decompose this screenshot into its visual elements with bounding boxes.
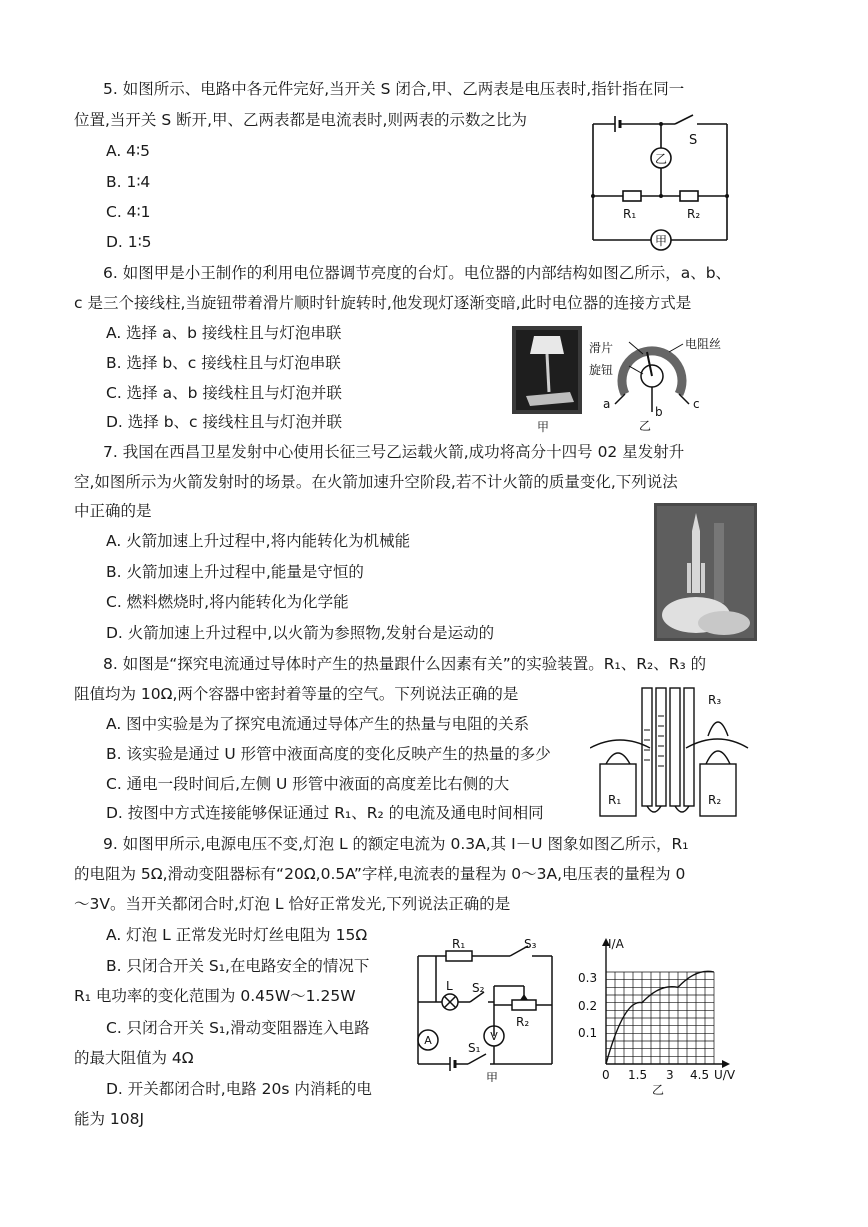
iu-ytick-0.3: 0.3	[578, 971, 598, 985]
q8-r2-label: R₂	[708, 793, 722, 807]
q9-s1-label: S₁	[468, 1041, 481, 1055]
q9-s2-label: S₂	[472, 981, 485, 995]
q9-circuit-caption: 甲	[486, 1071, 499, 1082]
iu-ytick-0.2: 0.2	[578, 999, 598, 1013]
q6-stem-line2: c 是三个接线柱,当旋钮带着滑片顺时针旋转时,他发现灯逐渐变暗,此时电位器的连接方式是	[74, 294, 692, 312]
q7-option-b: B. 火箭加速上升过程中,能量是守恒的	[106, 563, 364, 581]
q5-r1-label: R₁	[623, 207, 637, 221]
q6-caption-left: 甲	[537, 420, 550, 434]
q9-circuit-figure	[410, 936, 560, 1082]
q9-r2-label: R₂	[516, 1015, 530, 1029]
q5-option-d: D. 1∶5	[106, 233, 152, 251]
q9-voltmeter-label: V	[490, 1030, 498, 1043]
q9-option-b-line1: B. 只闭合开关 S₁,在电路安全的情况下	[106, 957, 370, 975]
q9-r1-label: R₁	[452, 937, 466, 951]
q6-stem-line1: 6. 如图甲是小王制作的利用电位器调节亮度的台灯。电位器的内部结构如图乙所示，a、b、	[103, 264, 732, 282]
q5-meter-bottom-label: 甲	[654, 234, 668, 248]
q7-rocket-photo	[654, 503, 757, 641]
q9-iu-graph	[574, 936, 746, 1096]
q9-lamp-label: L	[446, 979, 453, 993]
q5-option-a: A. 4∶5	[106, 142, 150, 160]
q9-option-d-line2: 能为 108J	[74, 1110, 145, 1128]
q6-terminal-b: b	[655, 405, 663, 419]
q9-stem-line1: 9. 如图甲所示,电源电压不变,灯泡 L 的额定电流为 0.3A,其 I－U 图象如图乙所示，R₁	[103, 835, 689, 853]
q6-lamp-photo	[512, 326, 582, 414]
q9-option-b-line2: R₁ 电功率的变化范围为 0.45W～1.25W	[74, 987, 356, 1005]
q6-wire-label: 电阻丝	[685, 337, 722, 351]
q6-caption-right: 乙	[639, 419, 652, 432]
q6-terminal-c: c	[693, 397, 700, 411]
q9-option-c-line1: C. 只闭合开关 S₁,滑动变阻器连入电路	[106, 1019, 370, 1037]
q9-stem-line3: ～3V。当开关都闭合时,灯泡 L 恰好正常发光,下列说法正确的是	[74, 895, 511, 913]
q8-apparatus-figure	[590, 686, 750, 824]
q5-option-c: C. 4∶1	[106, 203, 151, 221]
iu-graph-caption: 乙	[652, 1083, 665, 1096]
iu-xtick-4.5: 4.5	[690, 1068, 710, 1082]
q6-option-c: C. 选择 a、b 接线柱且与灯泡并联	[106, 384, 342, 402]
q8-option-b: B. 该实验是通过 U 形管中液面高度的变化反映产生的热量的多少	[106, 745, 551, 763]
q6-option-a: A. 选择 a、b 接线柱且与灯泡串联	[106, 324, 342, 342]
iu-xtick-3: 3	[666, 1068, 674, 1082]
q5-circuit-figure	[585, 112, 735, 254]
q6-slider-label: 滑片	[589, 341, 614, 355]
q7-stem-line1: 7. 我国在西昌卫星发射中心使用长征三号乙运载火箭,成功将高分十四号 02 星发射升	[103, 443, 685, 461]
q6-potentiometer-figure	[585, 332, 725, 432]
q8-stem-line1: 8. 如图是“探究电流通过导体时产生的热量跟什么因素有关”的实验装置。R₁、R₂、R₃ 的	[103, 655, 707, 673]
q6-terminal-a: a	[603, 397, 611, 411]
q9-ammeter-label: A	[424, 1034, 432, 1047]
q7-stem-line2: 空,如图所示为火箭发射时的场景。在火箭加速升空阶段,若不计火箭的质量变化,下列说法	[74, 473, 678, 491]
iu-ytick-0.1: 0.1	[578, 1026, 598, 1040]
q7-option-d: D. 火箭加速上升过程中,以火箭为参照物,发射台是运动的	[106, 624, 495, 642]
q8-option-a: A. 图中实验是为了探究电流通过导体产生的热量与电阻的关系	[106, 715, 530, 733]
iu-xtick-0: 0	[602, 1068, 610, 1082]
q7-stem-line3: 中正确的是	[74, 502, 152, 520]
q6-option-d: D. 选择 b、c 接线柱且与灯泡并联	[106, 413, 343, 431]
q8-option-c: C. 通电一段时间后,左侧 U 形管中液面的高度差比右侧的大	[106, 775, 510, 793]
q6-knob-label: 旋钮	[589, 363, 614, 377]
q5-switch-label: S	[689, 133, 698, 148]
q7-option-a: A. 火箭加速上升过程中,将内能转化为机械能	[106, 532, 411, 550]
q9-stem-line2: 的电阻为 5Ω,滑动变阻器标有“20Ω,0.5A”字样,电流表的量程为 0～3A,电压表的量程为 0	[74, 865, 686, 883]
q8-option-d: D. 按图中方式连接能够保证通过 R₁、R₂ 的电流及通电时间相同	[106, 804, 544, 822]
q8-r1-label: R₁	[608, 793, 622, 807]
q5-meter-top-label: 乙	[654, 152, 668, 166]
q5-r2-label: R₂	[687, 207, 701, 221]
iu-y-axis-label: I/A	[608, 937, 624, 951]
q7-option-c: C. 燃料燃烧时,将内能转化为化学能	[106, 593, 349, 611]
q5-stem-line2: 位置,当开关 S 断开,甲、乙两表都是电流表时,则两表的示数之比为	[74, 111, 527, 129]
q5-stem-line1: 5. 如图所示、电路中各元件完好,当开关 S 闭合,甲、乙两表是电压表时,指针指在同一	[103, 80, 685, 98]
q9-option-a: A. 灯泡 L 正常发光时灯丝电阻为 15Ω	[106, 926, 368, 944]
q8-stem-line2: 阻值均为 10Ω,两个容器中密封着等量的空气。下列说法正确的是	[74, 685, 519, 703]
q9-s3-label: S₃	[524, 937, 537, 951]
q9-option-d-line1: D. 开关都闭合时,电路 20s 内消耗的电	[106, 1080, 372, 1098]
q8-r3-label: R₃	[708, 693, 722, 707]
iu-xtick-1.5: 1.5	[628, 1068, 648, 1082]
q6-option-b: B. 选择 b、c 接线柱且与灯泡串联	[106, 354, 341, 372]
q9-option-c-line2: 的最大阻值为 4Ω	[74, 1049, 194, 1067]
iu-x-axis-label: U/V	[714, 1068, 736, 1082]
q5-option-b: B. 1∶4	[106, 173, 151, 191]
